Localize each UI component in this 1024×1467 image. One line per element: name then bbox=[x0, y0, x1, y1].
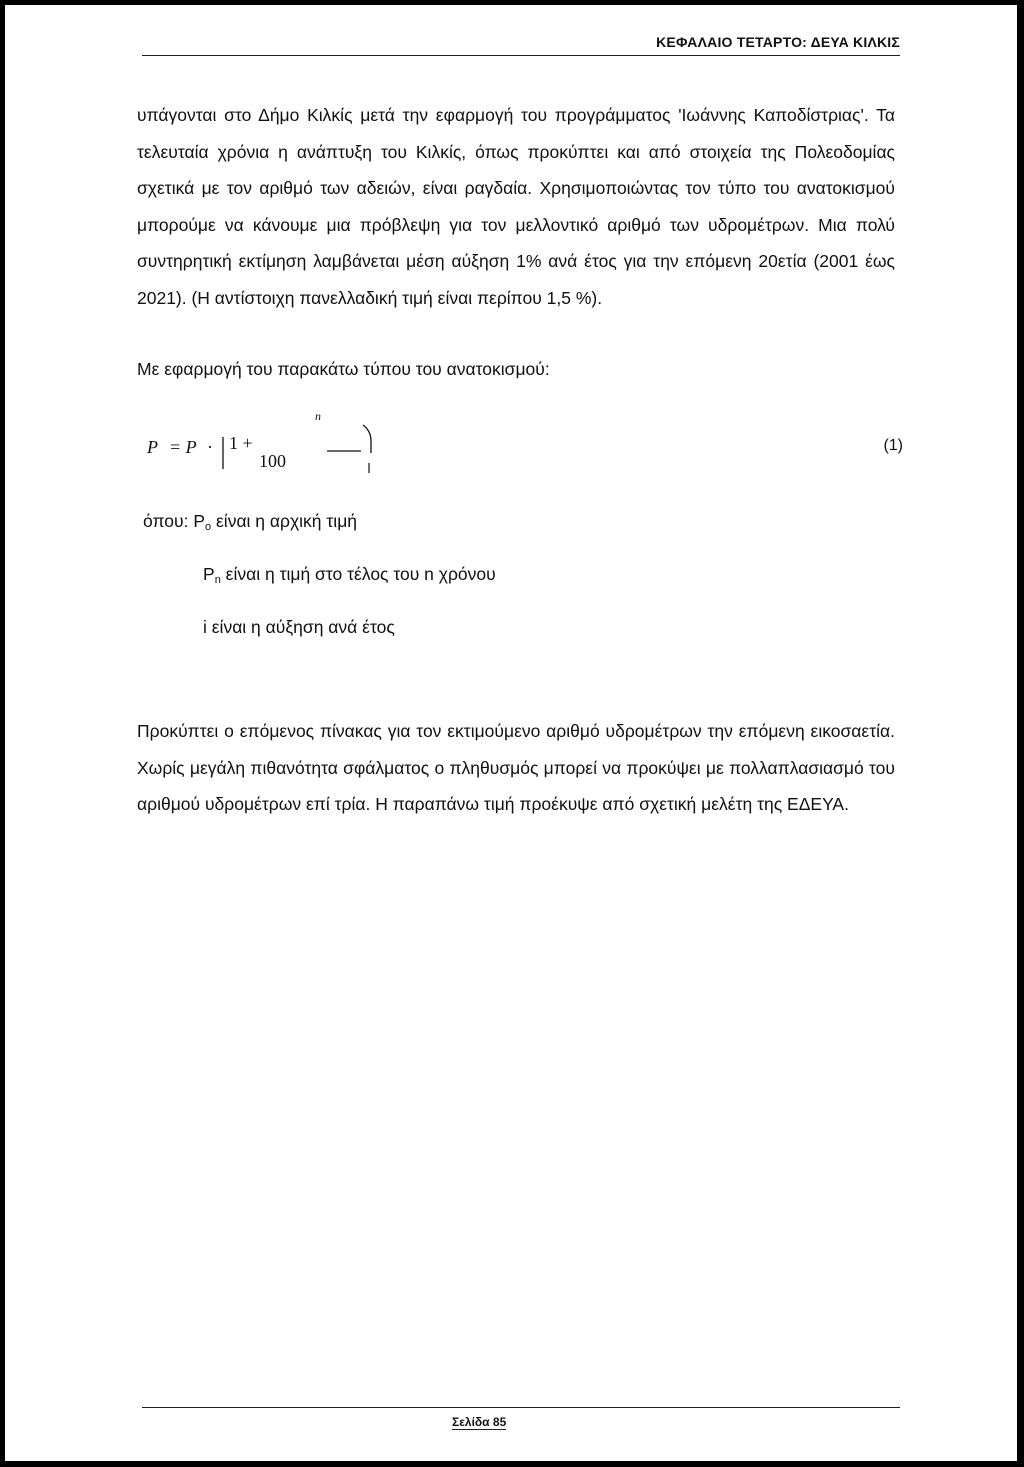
paragraph-growth: υπάγονται στο Δήμο Κιλκίς μετά την εφαρμογή του προγράμματος 'Ιωάννης Καποδίστριας'. Τα τελευταία χρόνια η ανάπτυξη του Κιλκίς, όπως προκύπτει και από στοιχεία της Πολεοδομίας σχετικά με τον αριθμό των αδειών, είναι ραγδαία. Χρησιμοποιώντας τον τύπο του ανατοκισμού μπορούμε να κάνουμε μια πρόβλεψη για τον μελλοντικό αριθμό των υδρομέτρων. Μια πολύ συντηρητική εκτίμηση λαμβάνεται μέση αύξηση 1% ανά έτος για την επόμενη 20ετία (2001 έως 2021). (Η αντίστοιχη πανελλαδική τιμή είναι περίπου 1,5 %). bbox=[137, 105, 895, 308]
definition-pn-text: είναι η τιμή στο τέλος του n χρόνου bbox=[220, 564, 496, 584]
definition-i: i είναι η αύξηση ανά έτος bbox=[203, 617, 395, 637]
definition-pn bbox=[203, 564, 496, 586]
formula-dot: · bbox=[207, 437, 213, 457]
page-header bbox=[142, 34, 900, 62]
formula-exponent: n bbox=[315, 409, 321, 423]
formula-intro: Με εφαρμογή του παρακάτω τύπου του ανατοκισμού: bbox=[137, 359, 550, 379]
document-page bbox=[5, 5, 1017, 1461]
footer-rule bbox=[142, 1407, 900, 1408]
header-rule bbox=[142, 55, 900, 56]
formula-lhs: P bbox=[147, 437, 158, 457]
definition-p0-symbol: όπου: P bbox=[143, 511, 206, 531]
paragraph-projection: Προκύπτει ο επόμενος πίνακας για τον εκτιμούμενο αριθμό υδρομέτρων την επόμενη εικοσαετία. Χωρίς μεγάλη πιθανότητα σφάλματος ο πληθυσμός μπορεί να προκύψει με πολλαπλασιασμό του αριθμού υδρομέτρων επί τρία. Η παραπάνω τιμή προέκυψε από σχετική μελέτη της ΕΔΕΥΑ. bbox=[137, 721, 895, 814]
page-number: Σελίδα 85 bbox=[452, 1415, 507, 1429]
formula-rhs-p: = P bbox=[169, 437, 197, 457]
definition-p0 bbox=[143, 511, 357, 533]
header-title: ΚΕΦΑΛΑΙΟ ΤΕΤΑΡΤΟ: ΔΕΥΑ ΚΙΛΚΙΣ bbox=[656, 34, 900, 50]
formula-one-plus: 1 + bbox=[229, 433, 253, 453]
definition-pn-symbol: P bbox=[203, 564, 215, 584]
page-footer bbox=[142, 1407, 900, 1447]
definition-pn-subscript: n bbox=[214, 574, 221, 586]
compound-interest-formula bbox=[143, 409, 903, 477]
definition-p0-text: είναι η αρχική τιμή bbox=[211, 511, 358, 531]
formula-number: (1) bbox=[883, 437, 903, 454]
definition-p0-subscript: o bbox=[205, 521, 212, 533]
formula-denominator: 100 bbox=[259, 451, 286, 471]
